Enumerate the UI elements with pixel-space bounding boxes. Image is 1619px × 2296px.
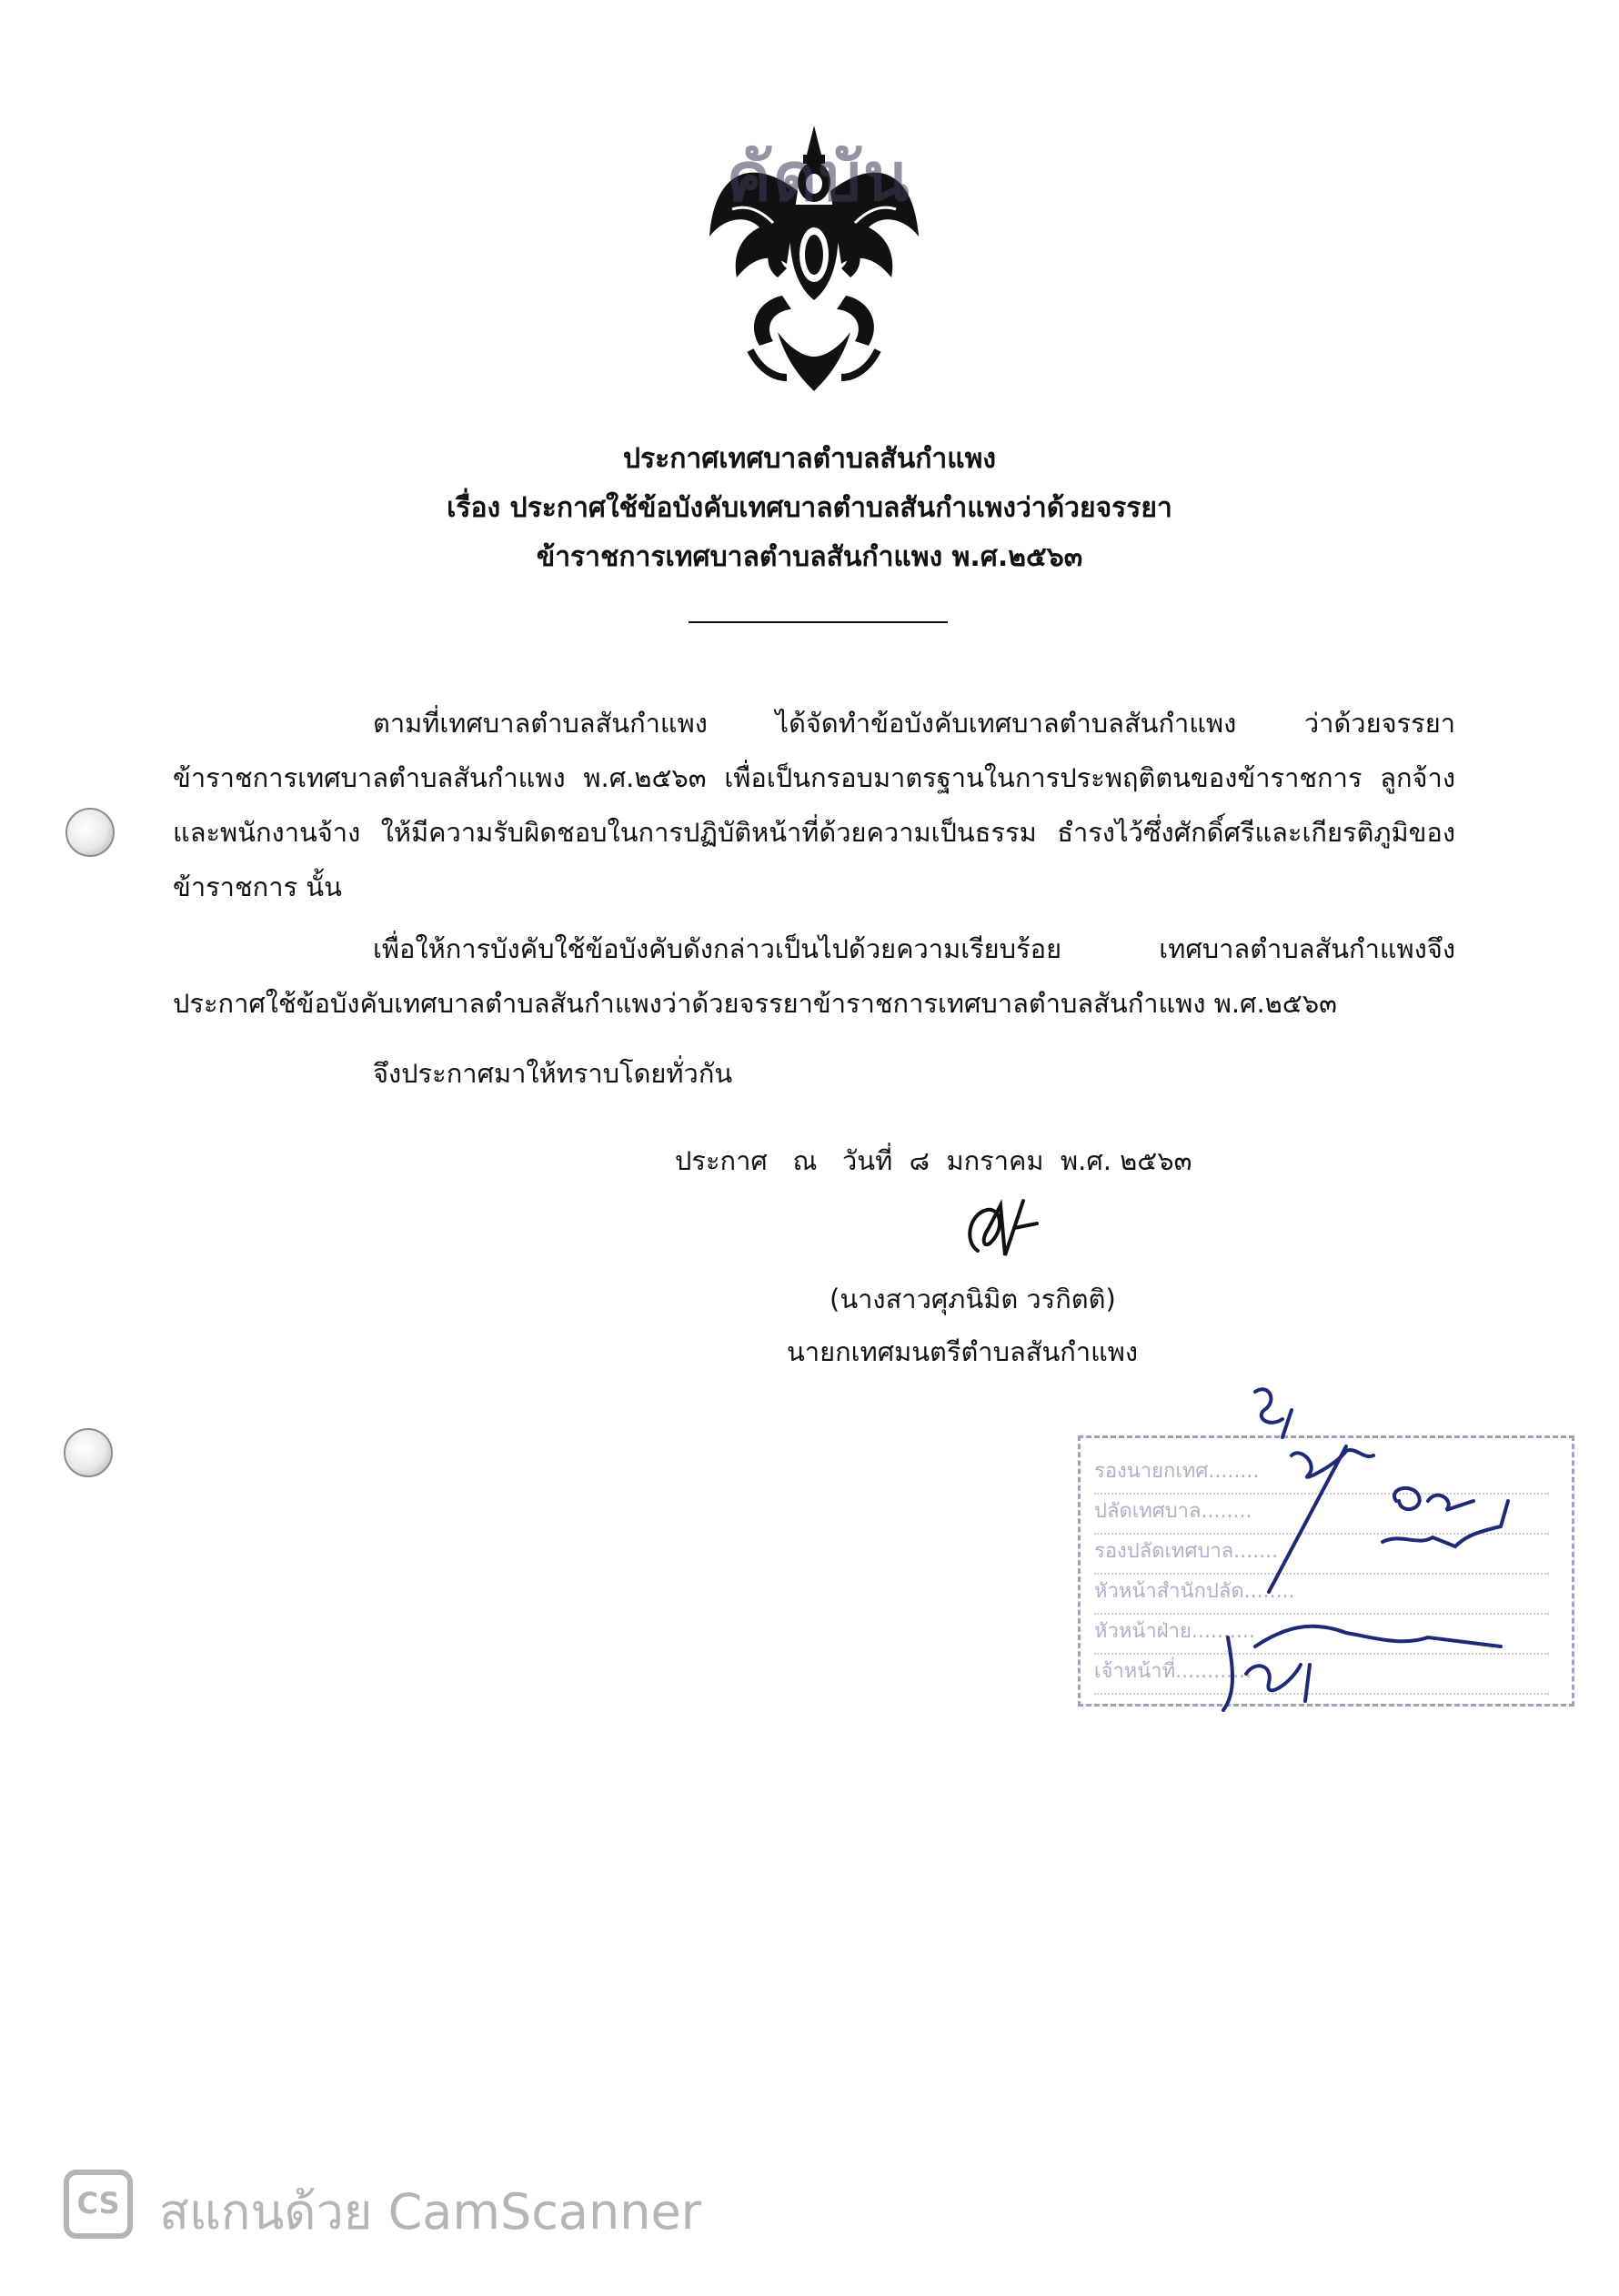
routing-row: รองปลัดเทศบาล.......	[1094, 1535, 1549, 1575]
routing-row: รองนายกเทศ........	[1094, 1455, 1549, 1495]
routing-initials	[1073, 1374, 1583, 1719]
mayor-signature	[960, 1187, 1060, 1269]
announcement-date: ประกาศ ณ วันที่ ๘ มกราคม พ.ศ. ๒๕๖๓	[675, 1145, 1192, 1176]
routing-row: ปลัดเทศบาล........	[1094, 1495, 1549, 1535]
signer-name: (นางสาวศุภนิมิต วรกิตติ)	[830, 1284, 1116, 1314]
camscanner-watermark: สแกนด้วย CamScanner	[159, 2183, 701, 2241]
punch-hole-top	[65, 808, 115, 857]
routing-row: หัวหน้าฝ่าย..........	[1094, 1615, 1549, 1655]
signer-title: นายกเทศมนตรีตำบลสันกำแพง	[787, 1336, 1139, 1367]
routing-row: หัวหน้าสำนักปลัด........	[1094, 1575, 1549, 1615]
body-paragraph-3: จึงประกาศมาให้ทราบโดยทั่วกัน	[373, 1058, 733, 1089]
punch-hole-bottom	[64, 1428, 113, 1477]
copy-stamp-text: คัดบัน	[726, 138, 911, 217]
header-divider	[689, 621, 948, 623]
camscanner-logo-icon: CS	[64, 2170, 133, 2239]
announcement-subject: เรื่อง ประกาศใช้ข้อบังคับเทศบาลตำบลสันกำแพงว่าด้วยจรรยา	[447, 492, 1172, 524]
announcement-subject-cont: ข้าราชการเทศบาลตำบลสันกำแพง พ.ศ.๒๕๖๓	[536, 541, 1083, 573]
announcement-title: ประกาศเทศบาลตำบลสันกำแพง	[622, 443, 996, 475]
body-paragraph-2: เพื่อให้การบังคับใช้ข้อบังคับดังกล่าวเป็นไปด้วยความเรียบร้อย เทศบาลตำบลสันกำแพงจึงประกาศใช้ข้อบังคับเทศบาลตำบลสันกำแพงว่าด้วยจรรยาข้าราชการเทศบาลตำบลสันกำแพง พ.ศ.๒๕๖๓	[173, 933, 1455, 1019]
document-header	[0, 435, 1619, 582]
body-paragraph-1: ตามที่เทศบาลตำบลสันกำแพง ได้จัดทำข้อบังคับเทศบาลตำบลสันกำแพง ว่าด้วยจรรยาข้าราชการเทศบาลตำบลสันกำแพง พ.ศ.๒๕๖๓ เพื่อเป็นกรอบมาตรฐานในการประพฤติตนของข้าราชการ ลูกจ้าง และพนักงานจ้าง ให้มีความรับผิดชอบในการปฏิบัติหน้าที่ด้วยความเป็นธรรม ธำรงไว้ซึ่งศักดิ์ศรีและเกียรติภูมิของข้าราชการ นั้น	[173, 708, 1455, 902]
routing-row: เจ้าหน้าที่............	[1094, 1655, 1549, 1695]
